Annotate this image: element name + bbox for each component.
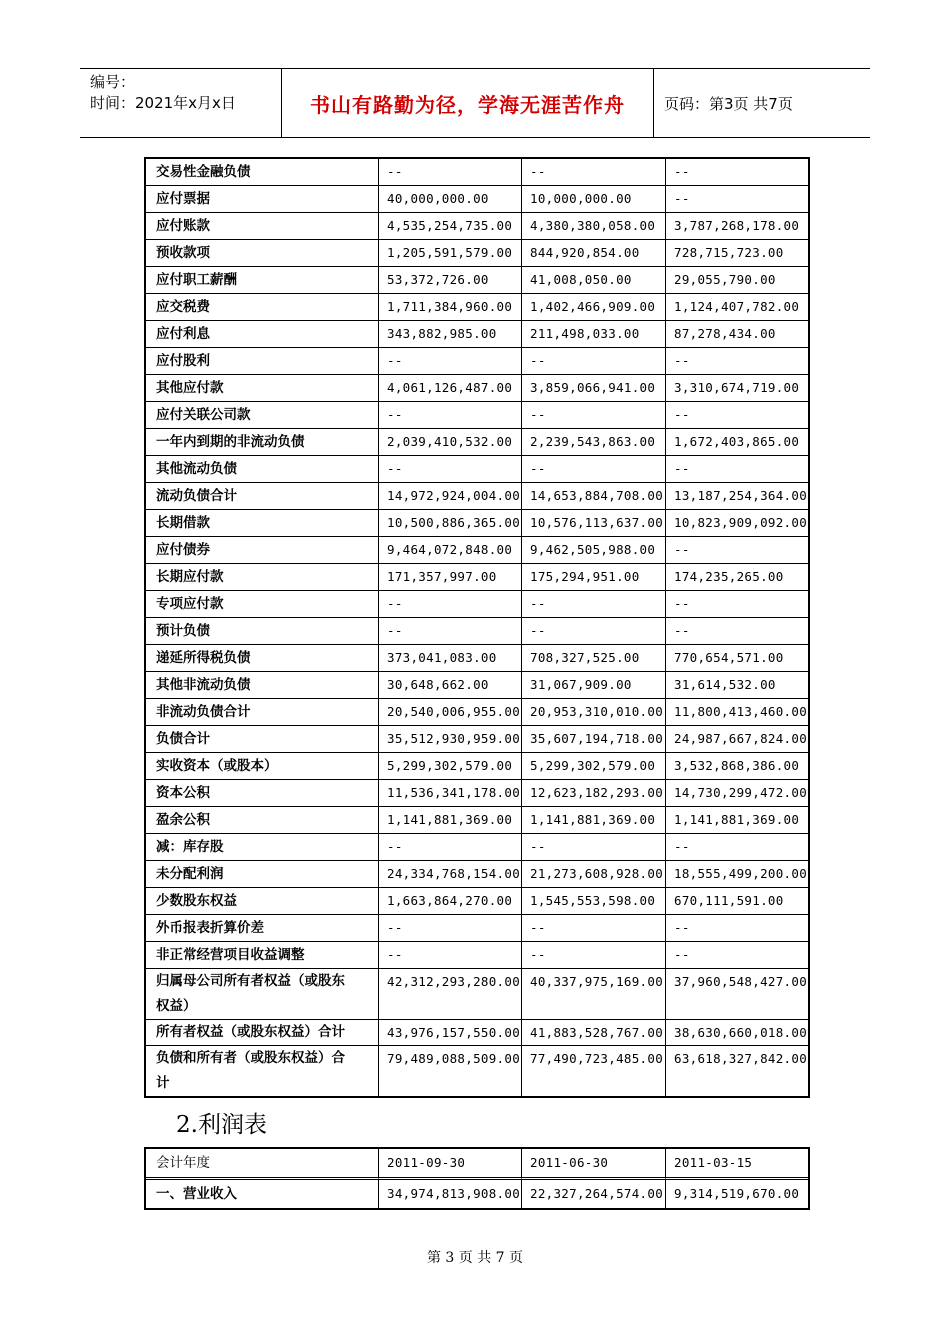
table-row [146,861,808,888]
row-value-2: 77,490,723,485.00 [522,1046,666,1096]
row-value-1: 20,540,006,955.00 [379,699,522,726]
row-value-3: 1,141,881,369.00 [666,807,808,834]
table-row [146,888,808,915]
income-value-2: 22,327,264,574.00 [522,1180,666,1208]
row-label: 应付职工薪酬 [146,267,379,294]
row-label: 其他流动负债 [146,456,379,483]
balance-sheet-body [146,159,808,1096]
row-label: 长期借款 [146,510,379,537]
row-value-3: 11,800,413,460.00 [666,699,808,726]
row-value-3: -- [666,348,808,375]
section-title: 2.利润表 [176,1112,267,1138]
row-value-3: 13,187,254,364.00 [666,483,808,510]
row-value-2: 1,545,553,598.00 [522,888,666,915]
row-value-2: 41,008,050.00 [522,267,666,294]
header-page-info: 页码：第3页 共7页 [664,94,793,113]
row-label-line-1: 归属母公司所有者权益（或股东 [156,973,345,989]
row-label: 流动负债合计 [146,483,379,510]
row-value-1: 1,205,591,579.00 [379,240,522,267]
income-date-3: 2011-03-15 [666,1149,808,1180]
table-row [146,294,808,321]
row-value-3: -- [666,537,808,564]
row-label [146,969,379,1020]
row-label-line-2: 权益） [156,998,197,1014]
row-value-3: 14,730,299,472.00 [666,780,808,807]
row-label: 其他应付款 [146,375,379,402]
number-label: 编号： [90,73,136,91]
row-value-3: 87,278,434.00 [666,321,808,348]
income-header-row [146,1149,808,1180]
table-row [146,429,808,456]
row-value-1: 10,500,886,365.00 [379,510,522,537]
row-label-line-2: 计 [156,1075,170,1091]
row-value-2: -- [522,348,666,375]
income-row-label: 一、营业收入 [146,1180,379,1208]
row-label: 预收款项 [146,240,379,267]
row-value-1: 11,536,341,178.00 [379,780,522,807]
table-row [146,537,808,564]
row-label: 减：库存股 [146,834,379,861]
table-row [146,699,808,726]
table-row [146,564,808,591]
row-label: 应付票据 [146,186,379,213]
row-label-line-1: 负债和所有者（或股东权益）合 [156,1050,345,1066]
table-row [146,753,808,780]
row-value-2: 35,607,194,718.00 [522,726,666,753]
row-value-2: 175,294,951.00 [522,564,666,591]
row-value-3: 18,555,499,200.00 [666,861,808,888]
row-value-1: 43,976,157,550.00 [379,1020,522,1046]
table-row [146,267,808,294]
row-value-3: 174,235,265.00 [666,564,808,591]
row-value-2: 9,462,505,988.00 [522,537,666,564]
row-value-3: 770,654,571.00 [666,645,808,672]
row-label-line-1: 所有者权益（或股东权益）合计 [156,1024,345,1040]
page-footer: 第 3 页 共 7 页 [426,1250,524,1266]
row-label: 长期应付款 [146,564,379,591]
row-value-3: 670,111,591.00 [666,888,808,915]
row-value-3: -- [666,456,808,483]
row-value-2: 10,576,113,637.00 [522,510,666,537]
table-row [146,618,808,645]
row-value-1: -- [379,348,522,375]
row-label: 其他非流动负债 [146,672,379,699]
row-value-1: -- [379,915,522,942]
table-row [146,240,808,267]
row-value-3: 29,055,790.00 [666,267,808,294]
table-row [146,780,808,807]
header-motto-cell [282,69,654,137]
row-label [146,1020,379,1046]
row-value-2: 12,623,182,293.00 [522,780,666,807]
table-row [146,591,808,618]
row-value-1: -- [379,402,522,429]
row-value-2: -- [522,915,666,942]
row-value-2: 41,883,528,767.00 [522,1020,666,1046]
row-value-1: -- [379,942,522,969]
row-label: 应付账款 [146,213,379,240]
table-row [146,969,808,1020]
row-value-2: 31,067,909.00 [522,672,666,699]
row-label: 应付债券 [146,537,379,564]
row-value-2: 20,953,310,010.00 [522,699,666,726]
row-value-3: 31,614,532.00 [666,672,808,699]
income-date-1: 2011-09-30 [379,1149,522,1180]
row-value-1: -- [379,834,522,861]
row-value-3: -- [666,591,808,618]
table-row [146,672,808,699]
row-value-3: -- [666,618,808,645]
table-row [146,348,808,375]
row-label: 应付股利 [146,348,379,375]
row-value-1: 35,512,930,959.00 [379,726,522,753]
row-value-2: -- [522,618,666,645]
row-value-1: 4,061,126,487.00 [379,375,522,402]
row-value-3: 1,672,403,865.00 [666,429,808,456]
table-row [146,186,808,213]
table-row [146,375,808,402]
table-row [146,456,808,483]
row-value-3: 728,715,723.00 [666,240,808,267]
row-value-2: -- [522,159,666,186]
row-value-2: 4,380,380,058.00 [522,213,666,240]
table-row [146,1046,808,1096]
row-value-3: -- [666,942,808,969]
row-value-1: 1,141,881,369.00 [379,807,522,834]
row-value-2: 1,141,881,369.00 [522,807,666,834]
row-label: 应交税费 [146,294,379,321]
row-value-3: 63,618,327,842.00 [674,1051,808,1066]
row-value-3: -- [666,915,808,942]
row-value-2: 2,239,543,863.00 [522,429,666,456]
table-row [146,645,808,672]
row-value-1: 5,299,302,579.00 [379,753,522,780]
row-value-1: 9,464,072,848.00 [379,537,522,564]
row-value-2: -- [522,834,666,861]
row-value-3: 38,630,660,018.00 [666,1020,808,1046]
row-value-3: 3,532,868,386.00 [666,753,808,780]
row-value-1: -- [379,159,522,186]
row-value-1: 79,489,088,509.00 [379,1046,522,1096]
row-value-1: 2,039,410,532.00 [379,429,522,456]
row-value-1: 14,972,924,004.00 [379,483,522,510]
header-motto: 书山有路勤为径，学海无涯苦作舟 [310,92,625,117]
row-label: 少数股东权益 [146,888,379,915]
row-label: 实收资本（或股本） [146,753,379,780]
table-row [146,402,808,429]
row-label: 应付关联公司款 [146,402,379,429]
table-row [146,807,808,834]
row-label: 递延所得税负债 [146,645,379,672]
row-value-1: 42,312,293,280.00 [379,969,522,1020]
row-value-1: 171,357,997.00 [379,564,522,591]
row-value-2: 14,653,884,708.00 [522,483,666,510]
row-value-2: 21,273,608,928.00 [522,861,666,888]
row-value-1: -- [379,591,522,618]
row-value-1: 373,041,083.00 [379,645,522,672]
header-meta [80,69,282,137]
row-value-1: 24,334,768,154.00 [379,861,522,888]
row-value-3: -- [666,402,808,429]
row-value-3: 37,960,548,427.00 [666,969,808,1020]
row-value-3: 10,823,909,092.00 [666,510,808,537]
income-row [146,1180,808,1208]
row-label: 非正常经营项目收益调整 [146,942,379,969]
income-date-2: 2011-06-30 [522,1149,666,1180]
income-value-3: 9,314,519,670.00 [674,1186,800,1201]
row-value-3: 24,987,667,824.00 [666,726,808,753]
row-label: 盈余公积 [146,807,379,834]
table-row [146,915,808,942]
row-label: 未分配利润 [146,861,379,888]
row-label: 交易性金融负债 [146,159,379,186]
row-label: 资本公积 [146,780,379,807]
row-value-2: 844,920,854.00 [522,240,666,267]
row-value-1: 1,711,384,960.00 [379,294,522,321]
row-label: 一年内到期的非流动负债 [146,429,379,456]
row-value-3: -- [666,834,808,861]
row-value-2: 3,859,066,941.00 [522,375,666,402]
row-value-2: 5,299,302,579.00 [522,753,666,780]
row-value-2: 211,498,033.00 [522,321,666,348]
income-statement-table [144,1147,810,1210]
row-label: 专项应付款 [146,591,379,618]
row-value-3: -- [666,186,808,213]
row-value-1: 53,372,726.00 [379,267,522,294]
balance-sheet-table [144,157,810,1098]
row-value-3: 3,310,674,719.00 [666,375,808,402]
row-value-2: -- [522,942,666,969]
row-value-3: -- [666,159,808,186]
row-label: 负债合计 [146,726,379,753]
row-value-1: 4,535,254,735.00 [379,213,522,240]
page-header [80,68,870,138]
row-value-2: -- [522,402,666,429]
row-label: 应付利息 [146,321,379,348]
row-label: 预计负债 [146,618,379,645]
row-value-1: -- [379,456,522,483]
table-row [146,159,808,186]
row-value-1: 40,000,000.00 [379,186,522,213]
row-value-2: 708,327,525.00 [522,645,666,672]
table-row [146,726,808,753]
row-value-1: 30,648,662.00 [379,672,522,699]
table-row [146,1020,808,1046]
row-value-2: 10,000,000.00 [522,186,666,213]
row-value-1: 343,882,985.00 [379,321,522,348]
row-label: 非流动负债合计 [146,699,379,726]
table-row [146,321,808,348]
row-value-3: 1,124,407,782.00 [666,294,808,321]
row-value-2: -- [522,456,666,483]
row-value-1: -- [379,618,522,645]
income-header-label: 会计年度 [146,1149,379,1180]
row-label: 外币报表折算价差 [146,915,379,942]
income-value-1: 34,974,813,908.00 [379,1180,522,1208]
table-row [146,213,808,240]
row-value-2: 1,402,466,909.00 [522,294,666,321]
table-row [146,510,808,537]
table-row [146,483,808,510]
row-label [146,1046,379,1096]
row-value-3: 3,787,268,178.00 [666,213,808,240]
table-row [146,834,808,861]
row-value-1: 1,663,864,270.00 [379,888,522,915]
table-row [146,942,808,969]
row-value-2: -- [522,591,666,618]
row-value-2: 40,337,975,169.00 [522,969,666,1020]
time-label: 时间：2021年x月x日 [90,94,236,112]
